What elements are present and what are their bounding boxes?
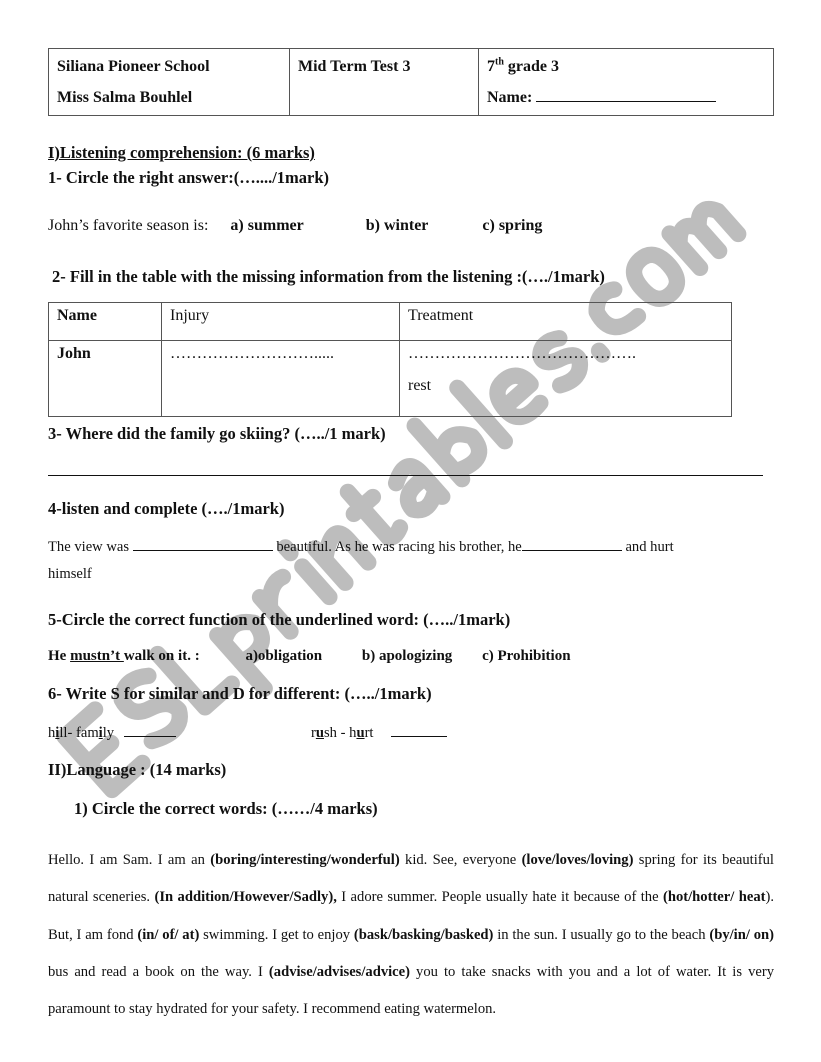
text-segment: i [98, 725, 103, 741]
text-segment: swimming. I get to enjoy [199, 926, 354, 943]
text-segment: Hello. I am Sam. I am an [48, 852, 211, 868]
q4-title: 4-listen and complete (…./1mark) [48, 499, 285, 518]
option-c[interactable]: c) spring [482, 217, 543, 234]
q4-line [48, 536, 674, 556]
grade-cell [479, 49, 774, 116]
choice[interactable]: (hot/hotter/ heat [662, 889, 766, 906]
q6-pair-1 [48, 722, 176, 742]
underlined-word: mustn’t [70, 648, 124, 664]
q5-option-a[interactable]: a)obligation [245, 648, 323, 664]
choice[interactable]: (boring/interesting/wonderful) [210, 852, 400, 868]
name-field[interactable] [536, 87, 716, 102]
cell-treatment[interactable] [400, 341, 732, 417]
name-label: Name: [487, 89, 533, 106]
q6-blank-2[interactable] [391, 722, 447, 737]
th-name: Name [49, 303, 162, 341]
watermark-glyph [670, 200, 739, 268]
text-segment: u [356, 725, 365, 741]
q5-title: 5-Circle the correct function of the underlined word: (…../1mark) [48, 610, 511, 629]
text-segment: th [495, 56, 504, 68]
injury-table [48, 302, 732, 417]
circle-words-paragraph [48, 842, 774, 1028]
choice[interactable]: (in/ of/ at) [137, 926, 200, 943]
text-segment: in the sun. I usually go to the beach [493, 926, 710, 943]
choice[interactable]: (by/in/ on) [709, 926, 774, 943]
q6-title: 6- Write S for similar and D for different: (…../1mark) [48, 684, 432, 703]
watermark-glyph [627, 248, 684, 306]
q6-pair-2 [311, 722, 447, 742]
cell-name: John [49, 341, 162, 417]
choice[interactable]: (bask/basking/basked) [353, 926, 494, 943]
q4-blank-1[interactable] [133, 536, 273, 551]
text-segment: r [311, 725, 316, 741]
s2-q1-title: 1) Circle the correct words: (……/4 marks) [74, 799, 378, 818]
q6-blank-1[interactable] [124, 722, 176, 737]
text-segment: 7 [487, 58, 495, 75]
text-segment: John’s favorite season is: [48, 217, 209, 234]
section-2-title: II)Language : (14 marks) [48, 760, 227, 779]
option-a[interactable]: a) summer [230, 217, 304, 234]
q1-title: 1- Circle the right answer:(…..../1mark) [48, 168, 330, 187]
text-segment: u [315, 725, 324, 741]
watermark-glyph [388, 462, 442, 517]
text-segment: ly [102, 725, 115, 741]
school-cell [49, 49, 290, 116]
text-segment: The view was [48, 539, 130, 555]
grade [487, 51, 765, 82]
test-title: Mid Term Test 3 [298, 58, 411, 75]
text-segment: I adore summer. People usually hate it because of the [336, 889, 663, 906]
q3-answer-line[interactable] [48, 475, 763, 476]
choice[interactable]: (In addition/However/Sadly), [154, 889, 337, 906]
choice[interactable]: (love/loves/loving) [521, 852, 634, 868]
section-1-title: I)Listening comprehension: (6 marks) [48, 143, 315, 162]
option-b[interactable]: b) winter [365, 217, 429, 234]
q5-option-b[interactable]: b) apologizing [361, 648, 453, 664]
text-segment: rt [364, 725, 374, 741]
q3-title: 3- Where did the family go skiing? (…../1 mark) [48, 424, 386, 443]
header-table [48, 48, 774, 116]
text-segment: beautiful. As he was racing his brother, he [276, 539, 522, 555]
choice[interactable]: (advise/advises/advice) [268, 963, 410, 980]
name-row [487, 82, 765, 113]
text-segment: spring for its beautiful natural sceneries. [48, 852, 774, 906]
q5-line [48, 648, 571, 665]
text-segment: ). But, I am fond [48, 889, 774, 943]
test-cell [290, 49, 479, 116]
text-segment: sh - h [324, 725, 357, 741]
text-segment: h [48, 725, 56, 741]
treatment-value: rest [408, 377, 432, 394]
th-treatment: Treatment [400, 303, 732, 341]
text-segment: walk on it. : [123, 648, 200, 664]
cell-injury[interactable]: ………………………..... [162, 341, 400, 417]
text-segment: bus and read a book on the way. I [48, 963, 269, 980]
q1-line [48, 217, 542, 235]
text-segment: and hurt [625, 539, 674, 555]
text-segment: i [55, 725, 60, 741]
text-segment: you to take snacks with you and a lot of water. It is very paramount to stay hydrated for your safety. I recommend eating watermelon. [48, 963, 774, 1018]
q4-blank-2[interactable] [522, 536, 622, 551]
q2-title: 2- Fill in the table with the missing information from the listening :(…./1mark) [52, 267, 605, 286]
text-segment: ll- fam [59, 725, 99, 741]
q5-option-c[interactable]: c) Prohibition [482, 648, 571, 664]
text-segment: grade 3 [503, 58, 560, 75]
teacher-name: Miss Salma Bouhlel [57, 89, 193, 106]
th-injury: Injury [162, 303, 400, 341]
school-name: Siliana Pioneer School [57, 58, 210, 75]
text-segment: kid. See, everyone [399, 852, 522, 868]
treatment-dots: ……………………………………. [408, 345, 636, 362]
text-segment: He [48, 648, 71, 664]
q4-line-2: himself [48, 566, 92, 582]
